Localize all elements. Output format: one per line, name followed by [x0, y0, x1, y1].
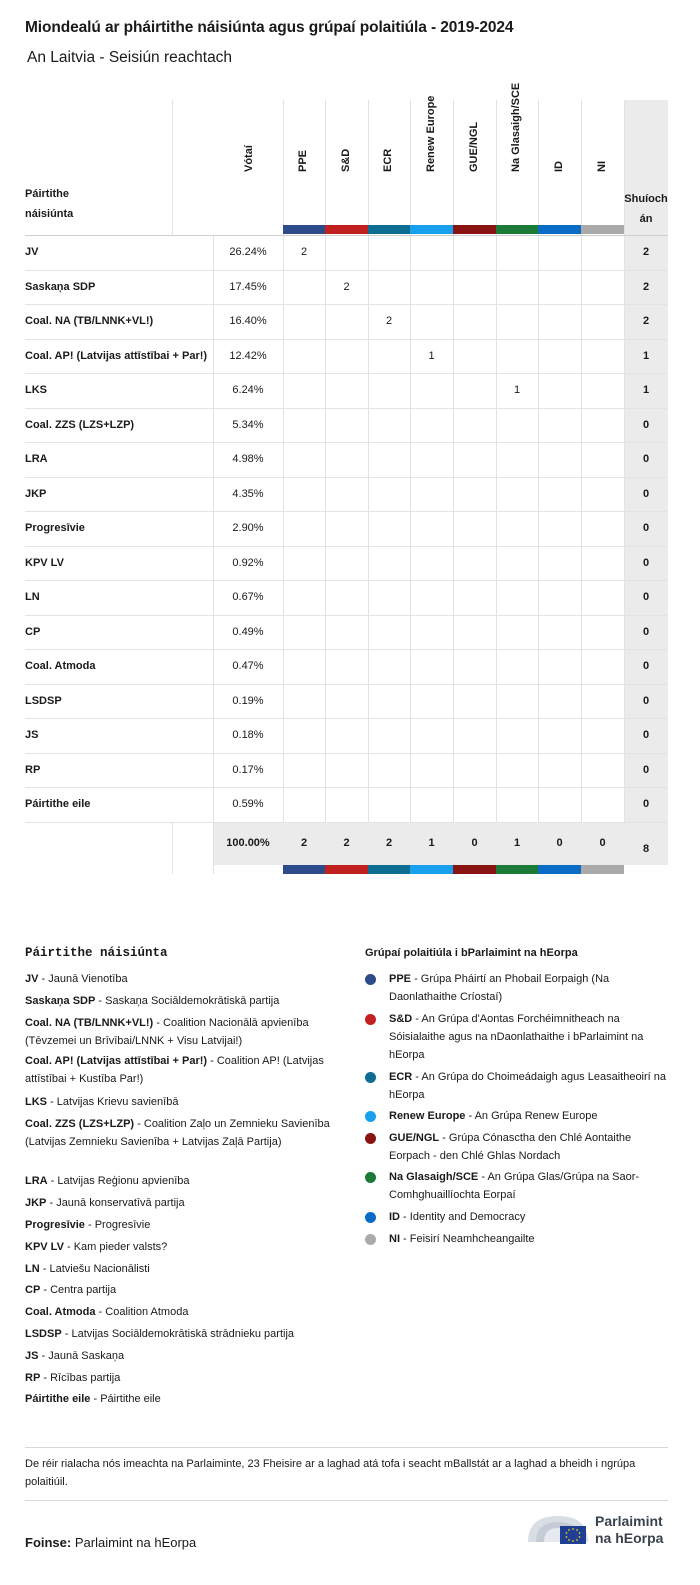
party-name-cell: Coal. ZZS (LZS+LZP) — [25, 418, 135, 431]
group-color-bar — [283, 225, 325, 234]
party-name-cell: LSDSP — [25, 694, 62, 707]
party-name-cell: LRA — [25, 453, 48, 466]
group-seats-cell: 1 — [513, 384, 521, 397]
legend-party-item: Coal. ZZS (LZS+LZP) - Coalition Zaļo un Zemnieku Savienība (Latvijas Zemnieku Savienība + Latvijas Zaļā Partija) — [25, 1118, 330, 1148]
group-color-bar — [453, 865, 496, 874]
group-total-cell: 1 — [513, 837, 521, 849]
total-seats-cell: 2 — [642, 246, 650, 259]
grid-vline — [368, 100, 369, 822]
legend-group-item: PPE - Grúpa Pháirtí an Phobail Eorpaigh (Na Daonlathaithe Críostaí) — [389, 973, 610, 1003]
grid-vline — [581, 100, 582, 822]
legend-party-code: Coal. Atmoda — [25, 1306, 96, 1318]
legend-party-name: Coalition Nacionālā apvienība (Tēvzemei un Brīvībai/LNNK + Visu Latvijai!) — [25, 1017, 309, 1047]
legend-party-item: JV - Jaunā Vienotība — [25, 973, 128, 985]
group-total-cell: 0 — [556, 837, 563, 849]
total-seats-cell: 0 — [642, 729, 650, 742]
group-column-header: S&D — [339, 148, 352, 172]
party-name-cell: Coal. Atmoda — [25, 660, 96, 673]
total-seats-cell: 0 — [642, 591, 650, 604]
group-column-header: PPE — [297, 149, 309, 172]
votes-cell: 0.18% — [232, 729, 264, 742]
source-value: Parlaimint na hEorpa — [74, 1535, 197, 1550]
group-column-header: NI — [595, 161, 608, 172]
legend-party-name: Jaunā konservatīvā partija — [56, 1197, 185, 1209]
legend-party-name: Kam pieder valsts? — [73, 1241, 168, 1253]
group-color-bar — [410, 225, 453, 234]
votes-cell: 0.67% — [232, 591, 264, 604]
total-seats-cell: 0 — [642, 556, 650, 569]
party-name-cell: Progresīvie — [25, 522, 85, 535]
group-column-header: GUE/NGL — [467, 121, 480, 172]
legend-party-code: Coal. AP! (Latvijas attīstībai + Par!) — [25, 1055, 208, 1067]
legend-party-name: Jaunā Vienotība — [48, 973, 128, 985]
total-seats-cell: 0 — [642, 694, 650, 707]
legend-group-code: S&D — [389, 1013, 413, 1025]
legend-party-name: Coalition AP! (Latvijas attīstībai + Kustība Par!) — [25, 1055, 324, 1085]
group-color-bar — [410, 865, 453, 874]
total-seats-cell: 0 — [642, 418, 650, 431]
legend-party-name: Coalition Zaļo un Zemnieku Savienība (Latvijas Zemnieku Savienība + Latvijas Zaļā Partija) — [25, 1118, 330, 1148]
legend-group-code: PPE — [389, 973, 412, 985]
legend-group-color-dot — [365, 1014, 376, 1025]
votes-cell: 4.98% — [232, 453, 264, 466]
divider — [25, 1500, 668, 1501]
group-column-header: Na Glasaigh/SCE — [510, 82, 522, 172]
party-name-cell: JKP — [25, 487, 47, 500]
legend-group-color-dot — [365, 1172, 376, 1183]
votes-cell: 0.59% — [232, 798, 264, 811]
legend-group-name: An Grúpa Glas/Grúpa na Saor-Comhghuaillíochta Eorpaí — [389, 1171, 640, 1201]
logo-line1: Parlaimint — [595, 1513, 663, 1529]
votes-cell: 0.92% — [232, 556, 264, 569]
group-seats-cell: 2 — [385, 315, 393, 328]
total-seats-cell: 0 — [642, 453, 650, 466]
legend-party-code: Páirtithe eile — [25, 1393, 91, 1405]
total-seats-cell: 0 — [642, 660, 650, 673]
logo-text — [595, 1513, 663, 1547]
votes-cell: 2.90% — [232, 522, 264, 535]
legend-party-code: JKP — [25, 1197, 47, 1209]
legend-party-code: JV — [25, 973, 39, 985]
legend-group-color-dot — [365, 1072, 376, 1083]
legend-party-code: CP — [25, 1284, 41, 1296]
group-total-cell: 2 — [343, 837, 350, 849]
legend-group-code: ID — [389, 1211, 400, 1223]
group-color-bar — [496, 865, 538, 874]
legend-party-name: Latviešu Nacionālisti — [49, 1263, 150, 1275]
legend-group-color-dot — [365, 1234, 376, 1245]
group-color-bar — [538, 225, 581, 234]
party-name-cell: Saskaņa SDP — [25, 280, 96, 293]
legend-party-code: RP — [25, 1372, 41, 1384]
votes-cell: 0.49% — [232, 625, 264, 638]
party-column-header: Páirtithe náisiúnta — [25, 188, 74, 220]
legend-group-name: Grúpa Pháirtí an Phobail Eorpaigh (Na Daonlathaithe Críostaí) — [389, 973, 610, 1003]
total-seats-cell: 0 — [642, 522, 650, 535]
legend-group-code: GUE/NGL — [389, 1132, 440, 1144]
legend-party-item: LSDSP - Latvijas Sociāldemokrātiskā strādnieku partija — [25, 1328, 295, 1340]
group-color-bar — [453, 225, 496, 234]
legend-groups-heading: Grúpaí polaitiúla i bParlaimint na hEorpa — [365, 947, 578, 959]
group-color-bar — [283, 865, 325, 874]
legend-group-name: An Grúpa Renew Europe — [474, 1110, 598, 1122]
legend-parties-heading: Páirtithe náisiúnta — [25, 946, 168, 960]
source-line — [25, 1535, 196, 1550]
legend-party-name: Páirtithe eile — [100, 1393, 161, 1405]
group-total-cell: 2 — [300, 837, 308, 849]
group-seats-cell: 2 — [300, 246, 308, 259]
legend-party-item: Páirtithe eile - Páirtithe eile — [25, 1393, 161, 1405]
party-name-cell: Coal. NA (TB/LNNK+VL!) — [25, 315, 154, 328]
legend-party-item: CP - Centra partija — [25, 1284, 117, 1296]
votes-cell: 17.45% — [229, 280, 267, 293]
legend-group-code: Renew Europe — [389, 1110, 466, 1122]
legend-party-name: Centra partija — [50, 1284, 117, 1296]
grid-vline — [172, 100, 173, 235]
party-name-cell: Coal. AP! (Latvijas attīstībai + Par!) — [25, 349, 208, 362]
legend-group-color-dot — [365, 1111, 376, 1122]
legend-party-item: JS - Jaunā Saskaņa — [25, 1350, 125, 1362]
legend-party-code: KPV LV — [25, 1241, 64, 1253]
page-subtitle: An Laitvia - Seisiún reachtach — [27, 49, 233, 66]
legend-party-code: Progresīvie — [25, 1219, 85, 1231]
total-seats-cell: 1 — [642, 384, 650, 397]
legend-group-name: Identity and Democracy — [409, 1211, 526, 1223]
legend-party-code: Coal. ZZS (LZS+LZP) — [25, 1118, 135, 1130]
rules-note: De réir rialacha nós imeachta na Parlaiminte, 23 Fheisire ar a laghad atá tofa i seacht mBallstát ar a laghad a bheidh i ngrúpa polaitiúil. — [25, 1458, 636, 1488]
legend-group-name: Feisirí Neamhcheangailte — [409, 1233, 535, 1245]
legend-party-code: LRA — [25, 1175, 48, 1187]
legend-group-code: ECR — [389, 1071, 413, 1083]
legend-party-item: Saskaņa SDP - Saskaņa Sociāldemokrātiskā partija — [25, 995, 280, 1007]
group-column-header: ECR — [382, 148, 394, 172]
legend-group-color-dot — [365, 1212, 376, 1223]
total-votes-cell: 100.00% — [226, 837, 270, 849]
legend-group-name: Grúpa Cónasctha den Chlé Aontaithe Eorpach - den Chlé Ghlas Nordach — [389, 1132, 632, 1162]
legend-party-name: Progresīvie — [94, 1219, 151, 1231]
group-color-bar — [581, 225, 624, 234]
votes-cell: 0.47% — [232, 660, 264, 673]
legend-group-name: An Grúpa d'Aontas Forchéimnitheach na Sóisialaithe agus na nDaonlathaithe i bParlaimint na hEorpa — [389, 1013, 644, 1061]
grand-total-cell: 8 — [642, 843, 650, 855]
party-name-cell: JS — [25, 729, 39, 742]
group-column-header: Renew Europe — [424, 95, 437, 172]
votes-cell: 12.42% — [229, 349, 267, 362]
votes-cell: 26.24% — [229, 246, 267, 259]
legend-party-name: Saskaņa Sociāldemokrātiskā partija — [105, 995, 280, 1007]
grid-vline — [172, 822, 173, 874]
legend-party-item: Coal. AP! (Latvijas attīstībai + Par!) - Coalition AP! (Latvijas attīstībai + Kustība Par!) — [25, 1055, 324, 1085]
legend-group-code: NI — [389, 1233, 400, 1245]
legend-party-name: Coalition Atmoda — [105, 1306, 189, 1318]
group-total-cell: 1 — [428, 837, 435, 849]
legend-party-name: Latvijas Sociāldemokrātiskā strādnieku partija — [71, 1328, 295, 1340]
legend-party-item: Coal. Atmoda - Coalition Atmoda — [25, 1306, 189, 1318]
logo-line2: na hEorpa — [595, 1530, 664, 1546]
grid-vline — [538, 100, 539, 822]
votes-cell: 6.24% — [232, 384, 264, 397]
group-total-cell: 0 — [599, 837, 606, 849]
legend-party-code: JS — [25, 1350, 39, 1362]
group-column-header: ID — [552, 161, 565, 172]
grid-vline — [453, 100, 454, 822]
legend-group-item: S&D - An Grúpa d'Aontas Forchéimnitheach na Sóisialaithe agus na nDaonlathaithe i bParlaimint na hEorpa — [389, 1013, 644, 1061]
votes-cell: 0.17% — [232, 763, 264, 776]
legend-party-item: KPV LV - Kam pieder valsts? — [25, 1241, 168, 1253]
legend-party-code: LN — [25, 1263, 40, 1275]
grid-vline — [283, 100, 284, 822]
legend-party-item: LN - Latviešu Nacionālisti — [25, 1263, 150, 1275]
party-name-cell: LN — [25, 591, 40, 604]
legend-party-code: LKS — [25, 1096, 47, 1108]
total-seats-cell: 0 — [642, 487, 650, 500]
group-color-bar — [368, 225, 410, 234]
legend-group-color-dot — [365, 1133, 376, 1144]
total-seats-cell: 2 — [642, 315, 650, 328]
group-total-cell: 2 — [385, 837, 393, 849]
total-seats-cell: 2 — [642, 280, 650, 293]
party-name-cell: CP — [25, 625, 41, 638]
divider — [25, 1447, 668, 1448]
legend-party-code: Coal. NA (TB/LNNK+VL!) — [25, 1017, 154, 1029]
legend-party-item: RP - Rīcības partija — [25, 1372, 121, 1384]
group-color-bar — [325, 865, 368, 874]
legend-party-name: Latvijas Krievu savienībā — [56, 1096, 179, 1108]
legend-group-code: Na Glasaigh/SCE — [389, 1171, 479, 1183]
legend-group-item: Renew Europe - An Grúpa Renew Europe — [389, 1110, 598, 1122]
party-name-cell: KPV LV — [25, 556, 64, 569]
legend-party-name: Rīcības partija — [50, 1372, 121, 1384]
legend-group-item: ID - Identity and Democracy — [389, 1211, 526, 1223]
legend-group-item: NI - Feisirí Neamhcheangailte — [389, 1233, 535, 1245]
legend-party-item: Coal. NA (TB/LNNK+VL!) - Coalition Nacionālā apvienība (Tēvzemei un Brīvībai/LNNK + Visu Latvijai!) — [25, 1017, 309, 1047]
group-color-bar — [368, 865, 410, 874]
grid-vline — [496, 100, 497, 822]
legend-party-item: JKP - Jaunā konservatīvā partija — [25, 1197, 185, 1209]
legend-party-item: LRA - Latvijas Reģionu apvienība — [25, 1175, 190, 1187]
party-name-cell: LKS — [25, 384, 47, 397]
group-seats-cell: 2 — [343, 280, 350, 293]
total-seats-cell: 1 — [642, 349, 650, 362]
legend-group-item: ECR - An Grúpa do Choimeádaigh agus Leasaitheoirí na hEorpa — [389, 1071, 667, 1101]
legend-party-item: Progresīvie - Progresīvie — [25, 1219, 151, 1231]
votes-column-header: Vótaí — [243, 145, 255, 172]
source-label: Foinse: — [25, 1535, 72, 1550]
party-name-cell: Páirtithe eile — [25, 798, 91, 811]
group-color-bar — [581, 865, 624, 874]
group-seats-cell: 1 — [428, 349, 435, 362]
total-seats-cell: 0 — [642, 763, 650, 776]
legend-party-item: LKS - Latvijas Krievu savienībā — [25, 1096, 179, 1108]
group-total-cell: 0 — [471, 837, 478, 849]
total-seats-cell: 0 — [642, 625, 650, 638]
grid-vline — [325, 100, 326, 822]
total-seats-cell: 0 — [642, 798, 650, 811]
legend-party-code: Saskaņa SDP — [25, 995, 96, 1007]
grid-vline — [410, 100, 411, 822]
legend-group-name: An Grúpa do Choimeádaigh agus Leasaitheoirí na hEorpa — [389, 1071, 667, 1101]
votes-cell: 4.35% — [232, 487, 264, 500]
seats-column-header: Shuíochán — [624, 193, 668, 225]
party-name-cell: JV — [25, 246, 39, 259]
group-color-bar — [538, 865, 581, 874]
legend-party-code: LSDSP — [25, 1328, 62, 1340]
votes-cell: 0.19% — [232, 694, 264, 707]
party-name-cell: RP — [25, 763, 41, 776]
legend-group-color-dot — [365, 974, 376, 985]
group-color-bar — [496, 225, 538, 234]
votes-cell: 5.34% — [232, 418, 264, 431]
legend-party-name: Latvijas Reģionu apvienība — [57, 1175, 190, 1187]
legend-party-name: Jaunā Saskaņa — [48, 1350, 125, 1362]
legend-group-item: Na Glasaigh/SCE - An Grúpa Glas/Grúpa na Saor-Comhghuaillíochta Eorpaí — [389, 1171, 640, 1201]
group-color-bar — [325, 225, 368, 234]
page-title: Miondealú ar pháirtithe náisiúnta agus grúpaí polaitiúla - 2019-2024 — [25, 19, 514, 36]
votes-cell: 16.40% — [229, 315, 267, 328]
legend-group-item: GUE/NGL - Grúpa Cónasctha den Chlé Aontaithe Eorpach - den Chlé Ghlas Nordach — [389, 1132, 632, 1162]
